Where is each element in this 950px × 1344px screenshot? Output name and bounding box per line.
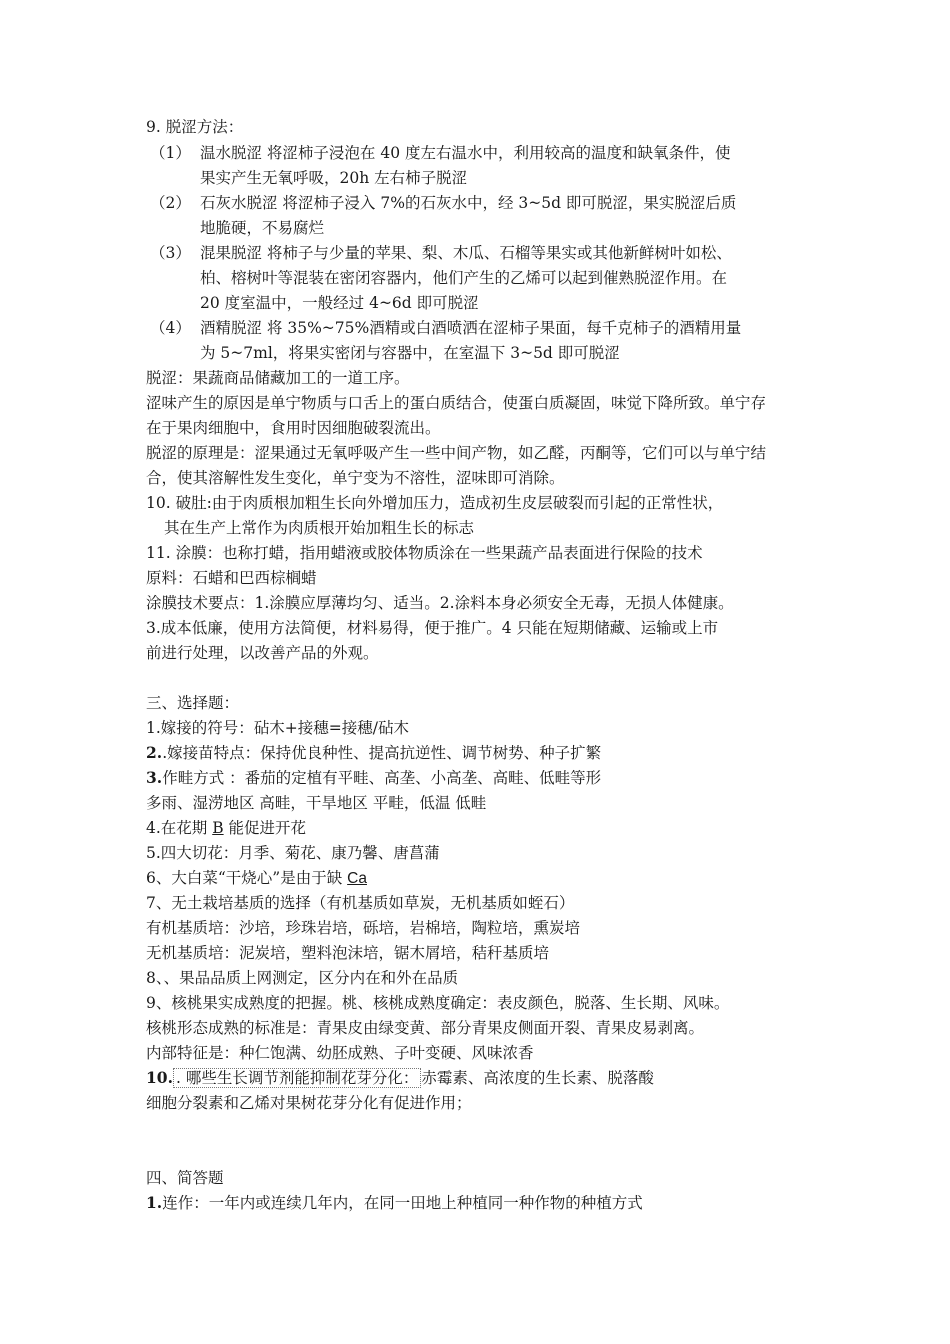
item-4-line-2: 为 5~7ml，将果实密闭与容器中，在室温下 3~5d 即可脱涩: [200, 344, 620, 362]
choice-q3-line-2: 多雨、湿涝地区 高畦，干旱地区 平畦，低温 低畦: [146, 794, 487, 812]
choice-q9-line-3: 内部特征是：种仁饱满、幼胚成熟、子叶变硬、风味浓香: [146, 1044, 534, 1062]
choice-q3-text: 作畦方式 ：番茄的定植有平畦、高垄、小高垄、高畦、低畦等形: [162, 769, 602, 787]
choice-q6-text: 6、大白菜“干烧心”是由于缺: [146, 869, 348, 887]
choice-q2-text: .嫁接苗特点：保持优良种性、提高抗逆性、调节树势、种子扩繁: [162, 744, 602, 762]
choice-q10-line-2: 细胞分裂素和乙烯对果树花芽分化有促进作用；: [146, 1094, 472, 1112]
section-11-line-5: 前进行处理，以改善产品的外观。: [146, 644, 379, 662]
item-1-line-1: 温水脱涩 将涩柿子浸泡在 40 度左右温水中，利用较高的温度和缺氧条件，使: [200, 144, 731, 162]
choice-q4-text-a: 4.在花期: [146, 819, 213, 837]
note-4: 脱涩的原理是：涩果通过无氧呼吸产生一些中间产物，如乙醛，丙酮等，它们可以与单宁结: [146, 444, 767, 462]
item-1-line-2: 果实产生无氧呼吸，20h 左右柿子脱涩: [200, 169, 468, 187]
item-3-number: （3）: [150, 244, 191, 262]
choice-q6: [146, 868, 367, 889]
choice-q10-text: 赤霉素、高浓度的生长素、脱落酸: [421, 1069, 654, 1087]
note-2: 涩味产生的原因是单宁物质与口舌上的蛋白质结合，使蛋白质凝固，味觉下降所致。单宁存: [146, 394, 767, 412]
item-1-number: （1）: [150, 144, 191, 162]
section-9-title: 9. 脱涩方法：: [146, 118, 244, 136]
section-11-line-2: 原料：石蜡和巴西棕榈蜡: [146, 569, 317, 587]
choice-q7: 7、无土栽培基质的选择（有机基质如草炭，无机基质如蛭石）: [146, 894, 575, 912]
section-4-title: 四、简答题: [146, 1169, 224, 1187]
item-3-line-2: 柏、榕树叶等混装在密闭容器内，他们产生的乙烯可以起到催熟脱涩作用。在: [200, 269, 728, 287]
section-11-line-3: 涂膜技术要点：1.涂膜应厚薄均匀、适当。2.涂料本身必须安全无毒，无损人体健康。: [146, 594, 734, 612]
choice-q6-answer: Ca: [347, 870, 367, 887]
choice-q5: 5.四大切花：月季、菊花、康乃馨、唐菖蒲: [146, 844, 440, 862]
choice-q4-answer: B: [212, 819, 224, 837]
choice-q1: 1.嫁接的符号：砧木+接穗=接穗/砧木: [146, 719, 409, 737]
choice-q2-number: 2.: [146, 743, 163, 762]
short-answer-q1: [146, 1193, 643, 1213]
section-11-line-1: 11. 涂膜：也称打蜡，指用蜡液或胶体物质涂在一些果蔬产品表面进行保险的技术: [146, 544, 703, 562]
choice-q3-number: 3.: [146, 768, 163, 787]
section-11-line-4: 3.成本低廉，使用方法简便，材料易得，便于推广。4 只能在短期储藏、运输或上市: [146, 619, 719, 637]
choice-q10-number: 10.: [146, 1068, 173, 1087]
choice-q8: 8、、果品品质上网测定，区分内在和外在品质: [146, 969, 459, 987]
note-3: 在于果肉细胞中，食用时因细胞破裂流出。: [146, 419, 441, 437]
short-answer-q1-number: 1.: [146, 1193, 163, 1212]
choice-q10-boxed-text: . 哪些生长调节剂能抑制花芽分化：: [173, 1068, 421, 1088]
note-5: 合，使其溶解性发生变化，单宁变为不溶性，涩味即可消除。: [146, 469, 565, 487]
choice-q7-line-2: 有机基质培：沙培，珍珠岩培，砾培，岩棉培，陶粒培，熏炭培: [146, 919, 581, 937]
choice-q9-line-2: 核桃形态成熟的标准是：青果皮由绿变黄、部分青果皮侧面开裂、青果皮易剥离。: [146, 1019, 705, 1037]
item-3-line-3: 20 度室温中，一般经过 4~6d 即可脱涩: [200, 294, 479, 312]
choice-q4: [146, 818, 306, 838]
note-1: 脱涩：果蔬商品储藏加工的一道工序。: [146, 369, 410, 387]
section-3-title: 三、选择题：: [146, 694, 240, 712]
choice-q10: [146, 1068, 654, 1088]
choice-q7-line-3: 无机基质培：泥炭培，塑料泡沫培，锯木屑培，秸秆基质培: [146, 944, 550, 962]
section-10-line-1: 10. 破肚:由于肉质根加粗生长向外增加压力，造成初生皮层破裂而引起的正常性状，: [146, 494, 724, 512]
choice-q2: [146, 743, 601, 763]
item-2-line-2: 地脆硬，不易腐烂: [200, 219, 325, 237]
item-4-number: （4）: [150, 319, 191, 337]
item-4-line-1: 酒精脱涩 将 35%~75%酒精或白酒喷洒在涩柿子果面，每千克柿子的酒精用量: [200, 319, 742, 337]
item-2-number: （2）: [150, 194, 191, 212]
item-3-line-1: 混果脱涩 将柿子与少量的苹果、梨、木瓜、石榴等果实或其他新鲜树叶如松、: [200, 244, 732, 262]
item-2-line-1: 石灰水脱涩 将涩柿子浸入 7%的石灰水中，经 3~5d 即可脱涩，果实脱涩后质: [200, 194, 737, 212]
choice-q4-text-b: 能促进开花: [223, 819, 307, 837]
section-10-line-2: 其在生产上常作为肉质根开始加粗生长的标志: [164, 519, 475, 537]
choice-q3: [146, 768, 601, 788]
choice-q9: 9、核桃果实成熟度的把握。桃、核桃成熟度确定：表皮颜色，脱落、生长期、风味。: [146, 994, 730, 1012]
short-answer-q1-text: 连作：一年内或连续几年内，在同一田地上种植同一种作物的种植方式: [162, 1194, 643, 1212]
